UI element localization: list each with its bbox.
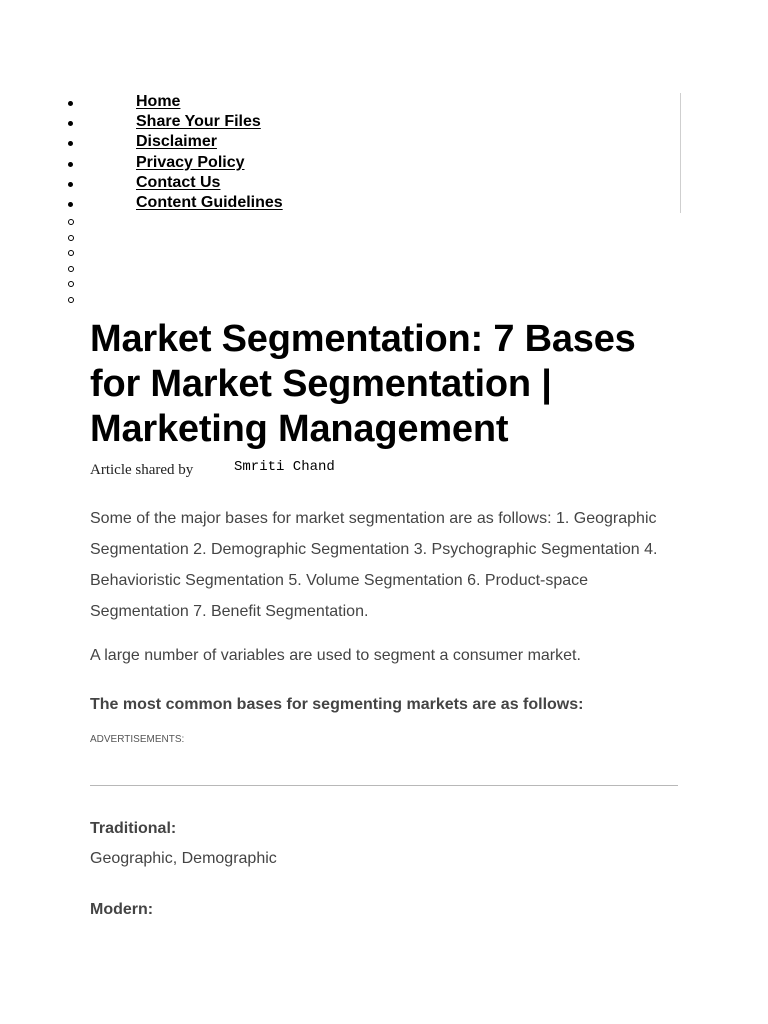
modern-label: Modern: [90, 901, 154, 918]
nav-link-contact-us[interactable]: Contact Us [136, 173, 221, 191]
nav-link-disclaimer[interactable]: Disclaimer [136, 133, 217, 151]
nav-item-content-guidelines [0, 193, 768, 213]
circle-bullet-icon [68, 281, 74, 287]
circle-bullet-icon [68, 235, 74, 241]
nav-item-disclaimer [0, 132, 768, 152]
article-title: Market Segmentation: 7 Bases for Market Segmentation | Marketing Management [90, 318, 636, 450]
circle-bullet-icon [68, 266, 74, 272]
author-name: Smriti Chand [234, 459, 335, 475]
bullet-icon [68, 141, 73, 146]
nav-link-content-guidelines[interactable]: Content Guidelines [136, 193, 283, 211]
ads-label: ADVERTISEMENTS: [90, 734, 185, 745]
nav-divider [680, 93, 681, 213]
section-lead: The most common bases for segmenting markets are as follows: [90, 696, 584, 713]
nav-item-home [0, 92, 768, 112]
nav-item-contact-us [0, 173, 768, 193]
bullet-icon [68, 202, 73, 207]
nav-list [0, 92, 768, 213]
nav-item-share-your-files [0, 112, 768, 132]
circle-bullet-icon [68, 297, 74, 303]
bullet-icon [68, 182, 73, 187]
nav-item-privacy-policy [0, 153, 768, 173]
byline-label: Article shared by [90, 462, 194, 478]
traditional-label: Traditional: [90, 820, 177, 837]
divider [90, 785, 678, 786]
circle-bullet-icon [68, 219, 74, 225]
nav-link-privacy-policy[interactable]: Privacy Policy [136, 153, 245, 171]
body-paragraph: A large number of variables are used to segment a consumer market. [90, 647, 581, 664]
traditional-value: Geographic, Demographic [90, 850, 277, 867]
circle-bullet-icon [68, 250, 74, 256]
nav-link-home[interactable]: Home [136, 93, 181, 110]
bullet-icon [68, 162, 73, 167]
nav-link-share-your-files[interactable]: Share Your Files [136, 113, 261, 131]
bullet-icon [68, 101, 73, 106]
top-nav [0, 92, 768, 213]
bullet-icon [68, 121, 73, 126]
intro-paragraph: Some of the major bases for market segmentation are as follows: 1. Geographic Segmentation 2. Demographic Segmentation 3. Psychographic Segmentation 4. Behavioristic Segmentation 5. Volume Segmentation 6. Product-space Segmentation 7. Benefit Segmentation. [90, 510, 658, 620]
